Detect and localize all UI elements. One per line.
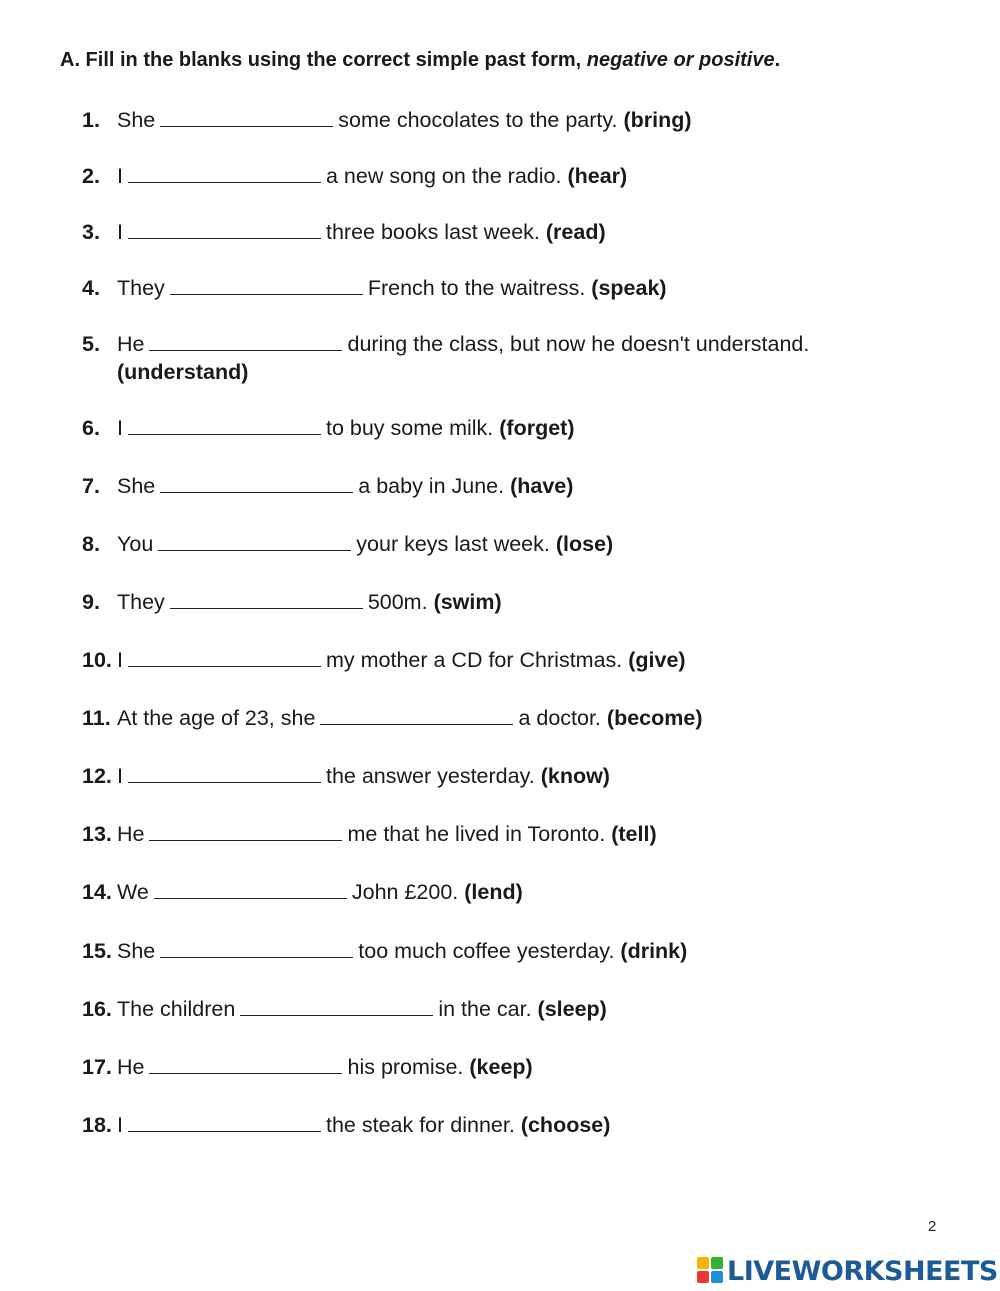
item-number: 8. bbox=[82, 532, 100, 556]
heading-suffix: . bbox=[774, 49, 781, 71]
sentence-end: John £200. bbox=[351, 880, 459, 904]
verb-hint: (tell) bbox=[611, 822, 657, 846]
sentence-start: I bbox=[117, 764, 123, 788]
sentence-end: during the class, but now he doesn't understand. bbox=[347, 332, 810, 356]
sentence-start: You bbox=[117, 532, 154, 556]
verb-hint: (choose) bbox=[520, 1113, 611, 1137]
heading-text: A. Fill in the blanks using the correct simple past form, bbox=[60, 49, 587, 71]
sentence-start: They bbox=[117, 276, 165, 300]
answer-blank[interactable] bbox=[320, 705, 513, 725]
answer-blank[interactable] bbox=[154, 879, 347, 899]
item-number: 17. bbox=[82, 1055, 112, 1079]
verb-hint: (have) bbox=[510, 474, 574, 498]
sentence-end: too much coffee yesterday. bbox=[358, 939, 615, 963]
sentence-start: They bbox=[117, 590, 165, 614]
sentence-end: French to the waitress. bbox=[367, 276, 586, 300]
verb-hint: (understand) bbox=[117, 360, 249, 384]
sentence-start: He bbox=[117, 1055, 145, 1079]
sentence-start: I bbox=[117, 648, 123, 672]
sentence-start: She bbox=[117, 474, 156, 498]
sentence-end: some chocolates to the party. bbox=[338, 108, 618, 132]
item-number: 4. bbox=[82, 276, 100, 300]
verb-hint: (forget) bbox=[499, 416, 575, 440]
item-number: 5. bbox=[82, 332, 100, 356]
sentence-start: He bbox=[117, 332, 145, 356]
sentence-end: to buy some milk. bbox=[325, 416, 494, 440]
sentence-end: me that he lived in Toronto. bbox=[347, 822, 606, 846]
verb-hint: (speak) bbox=[591, 276, 667, 300]
verb-hint: (lose) bbox=[555, 532, 614, 556]
sentence-end: a new song on the radio. bbox=[325, 164, 562, 188]
sentence-end: his promise. bbox=[347, 1055, 464, 1079]
sentence-start: I bbox=[117, 164, 123, 188]
verb-hint: (bring) bbox=[623, 108, 692, 132]
sentence-end: your keys last week. bbox=[356, 532, 550, 556]
instructions-heading bbox=[60, 46, 980, 74]
sentence-end: a baby in June. bbox=[358, 474, 505, 498]
sentence-end: in the car. bbox=[438, 997, 532, 1021]
sentence-end: a doctor. bbox=[518, 706, 601, 730]
answer-blank[interactable] bbox=[170, 589, 363, 609]
sentence-end: the steak for dinner. bbox=[325, 1113, 515, 1137]
verb-hint: (hear) bbox=[567, 164, 628, 188]
verb-hint: (give) bbox=[628, 648, 686, 672]
sentence-start: I bbox=[117, 220, 123, 244]
item-number: 2. bbox=[82, 164, 100, 188]
sentence-start: He bbox=[117, 822, 145, 846]
verb-hint: (read) bbox=[545, 220, 606, 244]
verb-hint: (swim) bbox=[433, 590, 502, 614]
sentence-end: 500m. bbox=[367, 590, 428, 614]
verb-hint: (keep) bbox=[469, 1055, 533, 1079]
item-number: 1. bbox=[82, 108, 100, 132]
answer-blank[interactable] bbox=[149, 1054, 342, 1074]
verb-hint: (lend) bbox=[464, 880, 523, 904]
item-number: 3. bbox=[82, 220, 100, 244]
sentence-start: We bbox=[117, 880, 149, 904]
verb-hint: (know) bbox=[540, 764, 610, 788]
answer-blank[interactable] bbox=[128, 1112, 321, 1132]
answer-blank[interactable] bbox=[240, 996, 433, 1016]
answer-blank[interactable] bbox=[128, 763, 321, 783]
answer-blank[interactable] bbox=[160, 938, 353, 958]
sentence-start: The children bbox=[117, 997, 236, 1021]
heading-emphasis: negative or positive bbox=[586, 49, 775, 71]
item-number: 7. bbox=[82, 474, 100, 498]
item-number: 18. bbox=[82, 1113, 112, 1137]
answer-blank[interactable] bbox=[149, 821, 342, 841]
answer-blank[interactable] bbox=[128, 415, 321, 435]
item-number: 15. bbox=[82, 939, 112, 963]
sentence-start: She bbox=[117, 108, 156, 132]
item-number: 9. bbox=[82, 590, 100, 614]
footer-logo[interactable] bbox=[697, 1254, 998, 1288]
sentence-end: three books last week. bbox=[325, 220, 540, 244]
item-number: 14. bbox=[82, 880, 112, 904]
answer-blank[interactable] bbox=[128, 163, 321, 183]
answer-blank[interactable] bbox=[128, 219, 321, 239]
page-number: 2 bbox=[928, 1218, 937, 1235]
sentence-start: I bbox=[117, 416, 123, 440]
answer-blank[interactable] bbox=[160, 473, 353, 493]
sentence-end: my mother a CD for Christmas. bbox=[325, 648, 623, 672]
item-number: 10. bbox=[82, 648, 112, 672]
answer-blank[interactable] bbox=[160, 107, 333, 127]
verb-hint: (become) bbox=[606, 706, 703, 730]
answer-blank[interactable] bbox=[128, 647, 321, 667]
liveworksheets-logo-icon bbox=[697, 1257, 725, 1285]
item-number: 12. bbox=[82, 764, 112, 788]
verb-hint: (drink) bbox=[620, 939, 688, 963]
sentence-end: the answer yesterday. bbox=[325, 764, 535, 788]
item-number: 13. bbox=[82, 822, 112, 846]
sentence-start: She bbox=[117, 939, 156, 963]
item-number: 6. bbox=[82, 416, 100, 440]
item-number: 11. bbox=[82, 706, 111, 730]
answer-blank[interactable] bbox=[158, 531, 351, 551]
answer-blank[interactable] bbox=[170, 275, 363, 295]
item-number: 16. bbox=[82, 997, 112, 1021]
answer-blank[interactable] bbox=[149, 331, 342, 351]
sentence-start: I bbox=[117, 1113, 123, 1137]
brand-name: LIVEWORKSHEETS bbox=[727, 1255, 998, 1287]
sentence-start: At the age of 23, she bbox=[117, 706, 316, 730]
verb-hint: (sleep) bbox=[537, 997, 607, 1021]
